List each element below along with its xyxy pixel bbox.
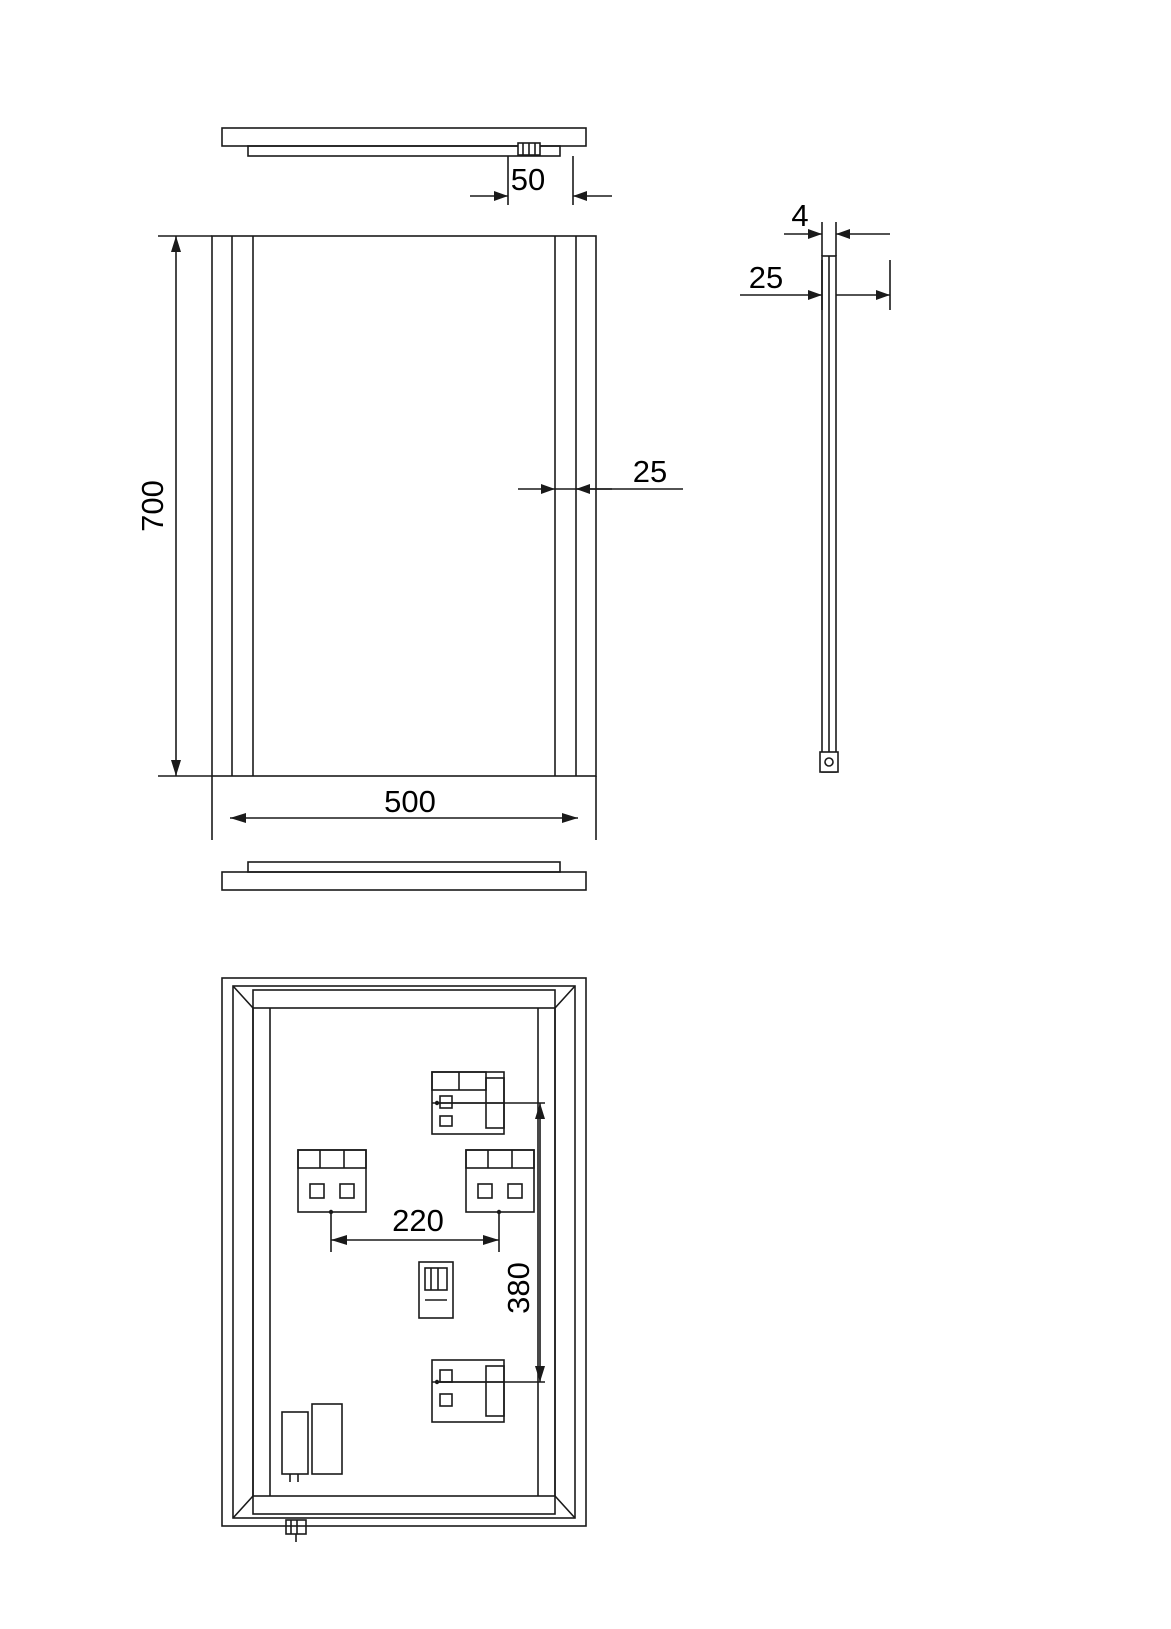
dimension-label-front-700: 700 bbox=[135, 480, 170, 532]
rear-bracket-bottom bbox=[432, 1360, 504, 1422]
dimension-label-front-25: 25 bbox=[632, 454, 668, 489]
dimension-label-top-50: 50 bbox=[510, 162, 546, 197]
bottom-view bbox=[222, 862, 586, 890]
rear-bottom-connector bbox=[286, 1520, 306, 1542]
rear-bracket-middle-right bbox=[466, 1150, 534, 1214]
dimension-label-rear-380: 380 bbox=[501, 1262, 536, 1314]
front-view bbox=[212, 236, 596, 776]
rear-driver-box bbox=[282, 1404, 342, 1482]
dimension-label-front-500: 500 bbox=[384, 784, 436, 819]
side-view bbox=[820, 256, 838, 772]
top-view bbox=[222, 128, 586, 156]
dimension-label-rear-220: 220 bbox=[392, 1203, 444, 1238]
dimension-label-side-25: 25 bbox=[748, 260, 784, 295]
rear-bracket-middle-left bbox=[298, 1150, 366, 1214]
rear-connector bbox=[419, 1262, 453, 1318]
rear-view bbox=[222, 978, 586, 1542]
dimension-label-side-4: 4 bbox=[791, 198, 809, 233]
